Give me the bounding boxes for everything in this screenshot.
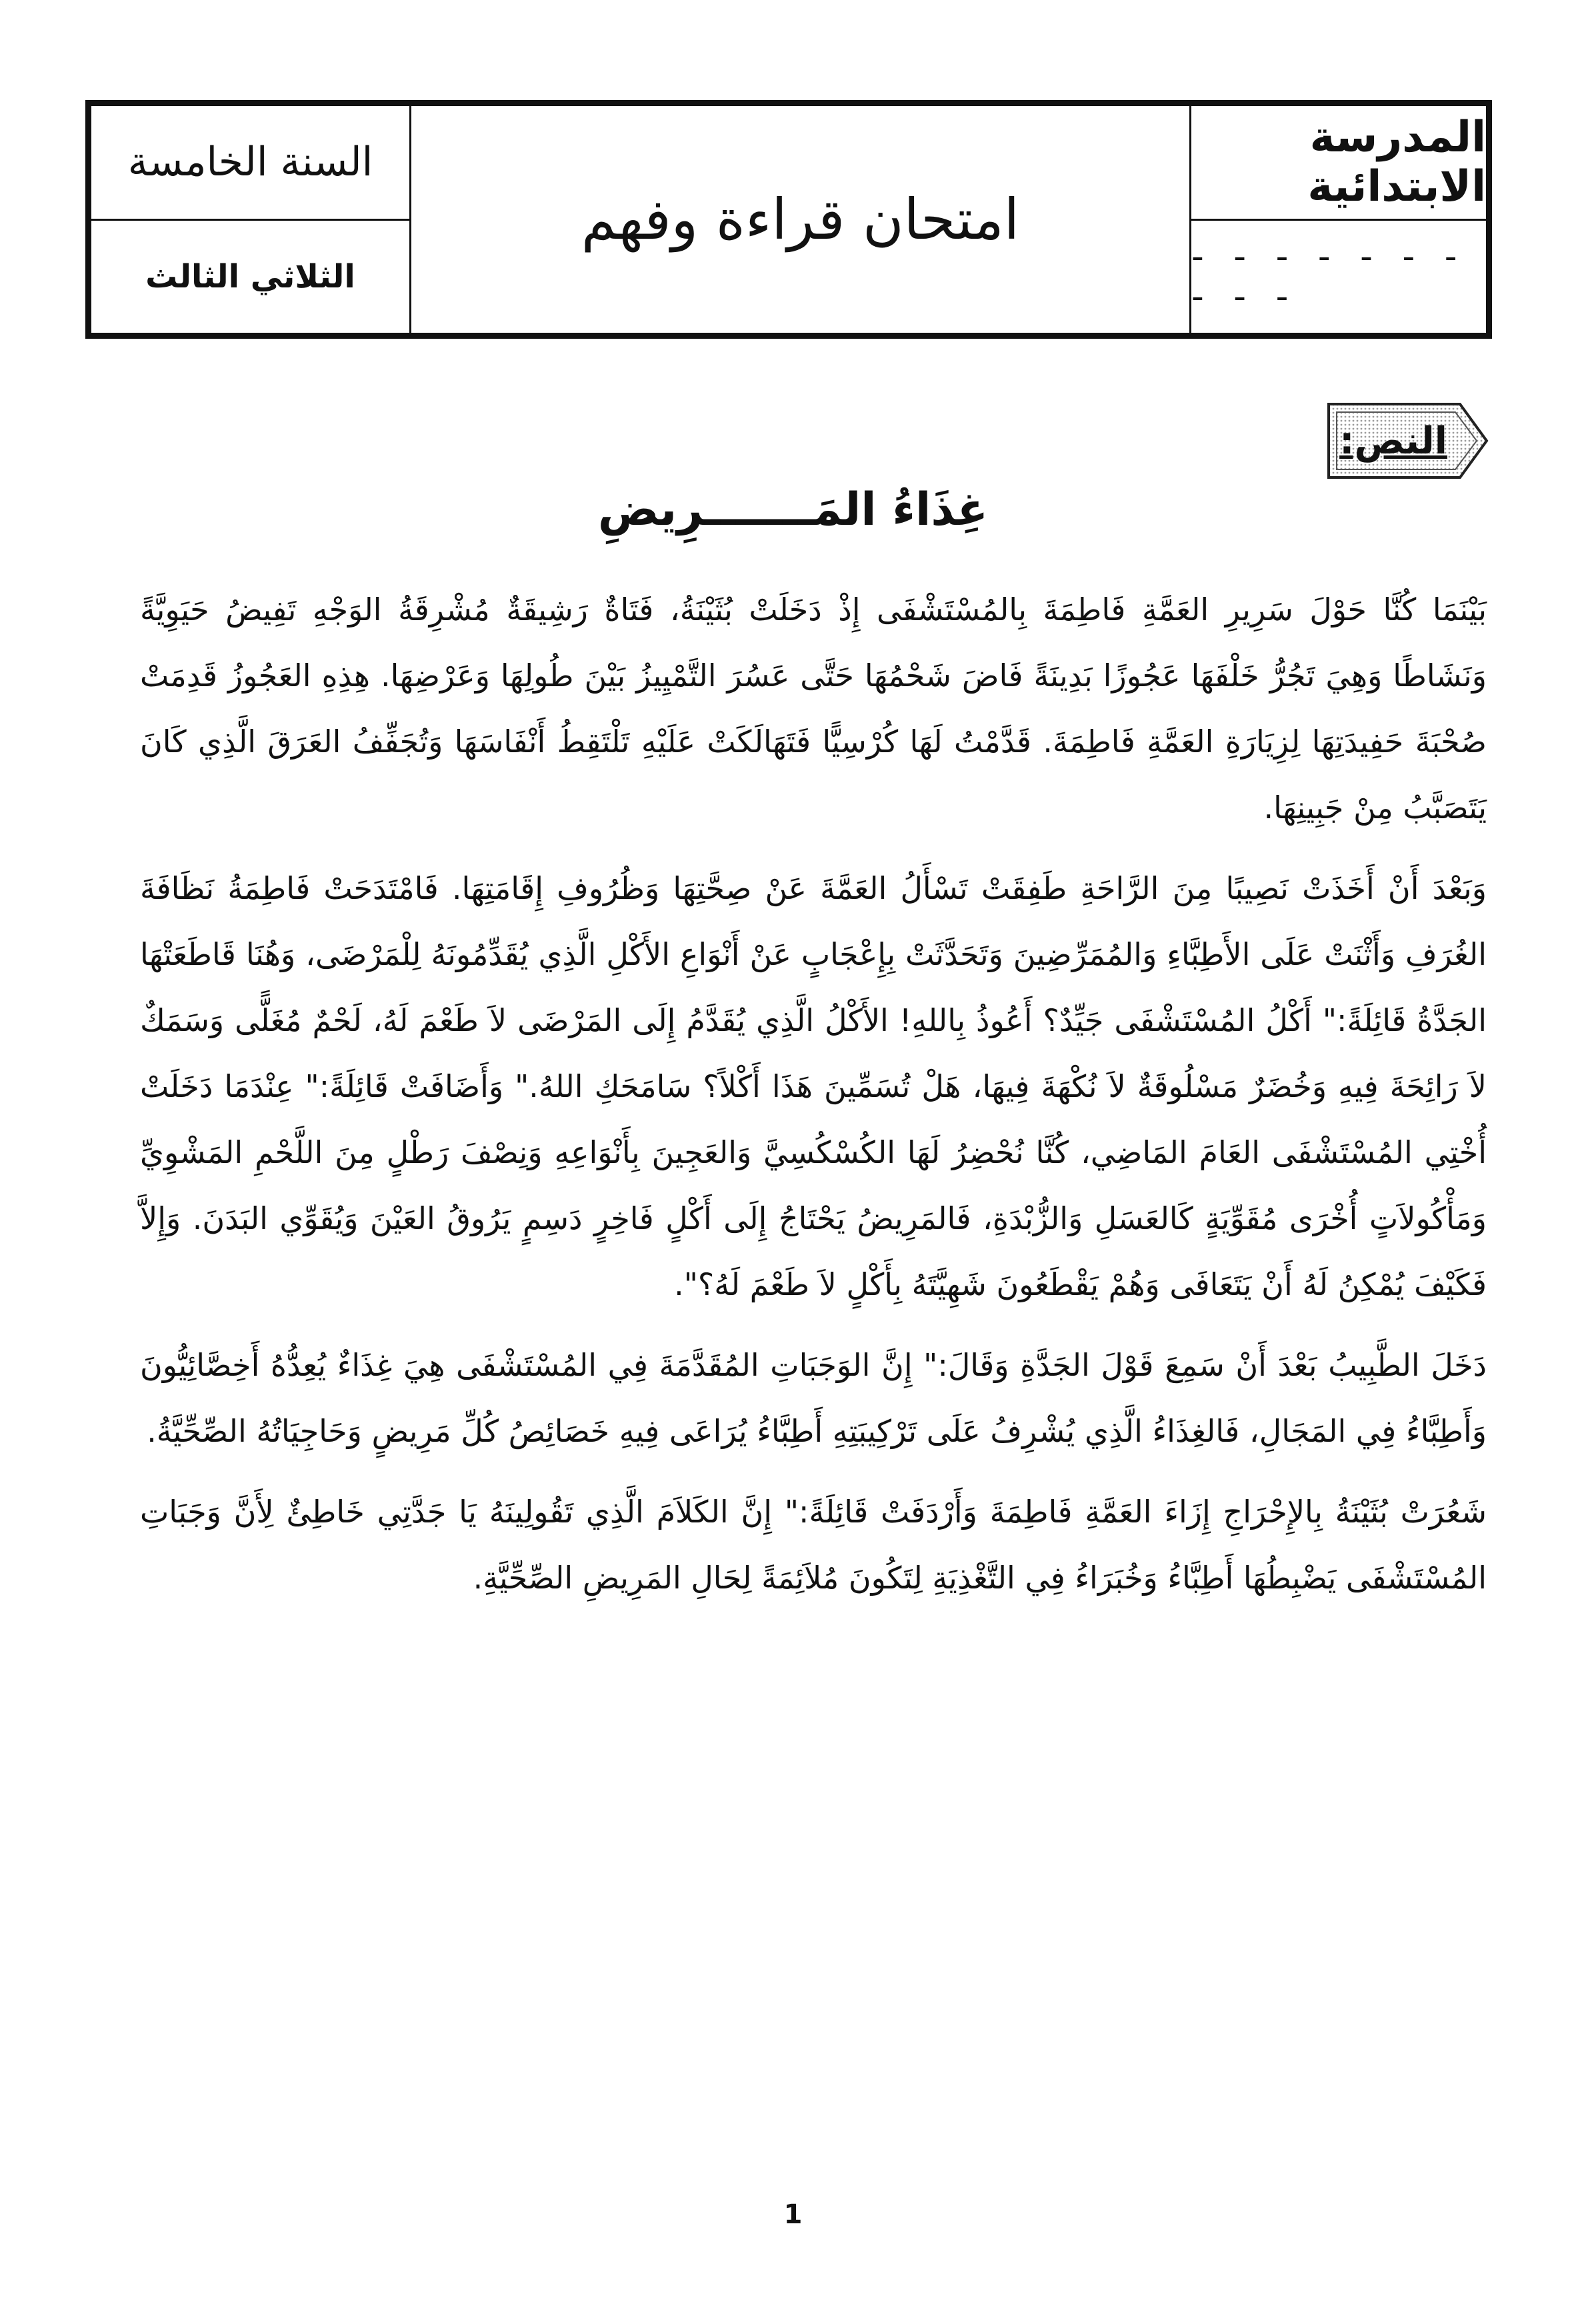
- school-name-cell: [1191, 106, 1486, 221]
- story-title: غِذَاءُ المَـــــــرِيضِ: [597, 483, 989, 536]
- page-number: 1: [783, 2199, 803, 2230]
- year-cell: [91, 106, 409, 221]
- exam-title: امتحان قراءة وفهم: [581, 187, 1020, 252]
- story-paragraph: شَعُرَتْ بُثَيْنَةُ بِالإِحْرَاجِ إِزَاءَ العَمَّةِ فَاطِمَةَ وَأَرْدَفَتْ قَائِلَةً:" إِنَّ الكَلاَمَ الَّذِي تَقُولِينَهُ يَا جَدَّتِي خَاطِئٌ لِأَنَّ وَجَبَاتِ المُسْتَشْفَى يَضْبِطُهَا أَطِبَّاءُ وَخُبَرَاءُ فِي التَّغْذِيَةِ لِتَكُونَ مُلاَئِمَةً لِحَالِ المَرِيضِ الصِّحِّيَّةِ.: [140, 1494, 1487, 1596]
- school-cell: [1189, 106, 1486, 333]
- exam-header: [85, 100, 1492, 339]
- story-text: [140, 577, 1487, 1626]
- year-label: السنة الخامسة: [127, 139, 373, 186]
- story-paragraph: وَبَعْدَ أَنْ أَخَذَتْ نَصِيبًا مِنَ الرَّاحَةِ طَفِقَتْ تَسْأَلُ العَمَّةَ عَنْ صِحَّتِهَا وَظُرُوفِ إِقَامَتِهَا. فَامْتَدَحَتْ فَاطِمَةُ نَظَافَةَ الغُرَفِ وَأَثْنَتْ عَلَى الأَطِبَّاءِ وَالمُمَرِّضِينَ وَتَحَدَّثَتْ بِإِعْجَابٍ عَنْ أَنْوَاعِ الأَكْلِ الَّذِي يُقَدِّمُونَهُ لِلْمَرْضَى، وَهُنَا قَاطَعَتْهَا الجَدَّةُ قَائِلَةً:" أَكْلُ المُسْتَشْفَى جَيِّدٌ؟ أَعُوذُ بِاللهِ! الأَكْلُ الَّذِي يُقَدَّمُ إِلَى المَرْضَى لاَ طَعْمَ لَهُ، لَحْمٌ مُغَلًّى وَسَمَكٌ لاَ رَائِحَةَ فِيهِ وَخُضَرٌ مَسْلُوقَةٌ لاَ نُكْهَةَ فِيهَا، هَلْ تُسَمِّينَ هَذَا أَكْلاً؟ سَامَحَكِ اللهُ." وَأَضَافَتْ قَائِلَةً:" عِنْدَمَا دَخَلَتْ أُخْتِي المُسْتَشْفَى العَامَ المَاضِي، كُنَّا نُحْضِرُ لَهَا الكُسْكُسِيَّ وَالعَجِينَ بِأَنْوَاعِهِ وَنِصْفَ رَطْلٍ مِنَ اللَّحْمِ المَشْوِيِّ وَمَأْكُولاَتٍ أُخْرَى مُقَوِّيَةٍ كَالعَسَلِ وَالزُّبْدَةِ، فَالمَرِيضُ يَحْتَاجُ إِلَى أَكْلٍ فَاخِرٍ دَسِمٍ يَرُوقُ العَيْنَ وَيُقَوِّي البَدَنَ. وَإِلاَّ فَكَيْفَ يُمْكِنُ لَهُ أَنْ يَتَعَافَى وَهُمْ يَقْطَعُونَ شَهِيَّتَهُ بِأَكْلٍ لاَ طَعْمَ لَهُ؟".: [140, 870, 1487, 1302]
- section-badge: [1323, 399, 1490, 483]
- school-name: المدرسة الابتدائية: [1307, 113, 1486, 212]
- term-label: الثلاثي الثالث: [145, 257, 355, 295]
- school-dashes-cell: [1191, 221, 1486, 333]
- section-badge-label: النص:: [1339, 419, 1447, 463]
- story-paragraph: دَخَلَ الطَّبِيبُ بَعْدَ أَنْ سَمِعَ قَوْلَ الجَدَّةِ وَقَالَ:" إِنَّ الوَجَبَاتِ المُقَدَّمَةَ فِي المُسْتَشْفَى هِيَ غِذَاءٌ يُعِدُّهُ أَخِصَّائِيُّونَ وَأَطِبَّاءُ فِي المَجَالِ، فَالغِذَاءُ الَّذِي يُشْرِفُ عَلَى تَرْكِيبَتِهِ أَطِبَّاءُ يُرَاعَى فِيهِ خَصَائِصُ كُلِّ مَرِيضٍ وَحَاجِيَاتُهُ الصِّحِّيَّةُ.: [140, 1347, 1487, 1449]
- story-paragraph: بَيْنَمَا كُنَّا حَوْلَ سَرِيرِ العَمَّةِ فَاطِمَةَ بِالمُسْتَشْفَى إِذْ دَخَلَتْ بُثَيْنَةُ، فَتَاةٌ رَشِيقَةٌ مُشْرِقَةُ الوَجْهِ تَفِيضُ حَيَوِيَّةً وَنَشَاطًا وَهِيَ تَجُرُّ خَلْفَهَا عَجُوزًا بَدِينَةً فَاضَ شَحْمُهَا حَتَّى عَسُرَ التَّمْيِيزُ بَيْنَ طُولِهَا وَعَرْضِهَا. هِذِهِ العَجُوزُ قَدِمَتْ صُحْبَةَ حَفِيدَتِهَا لِزِيَارَةِ العَمَّةِ فَاطِمَةَ. قَدَّمْتُ لَهَا كُرْسِيًّا فَتَهَالَكَتْ عَلَيْهِ تَلْتَقِطُ أَنْفَاسَهَا وَتُجَفِّفُ العَرَقَ الَّذِي كَانَ يَتَصَبَّبُ مِنْ جَبِينِهَا.: [140, 592, 1487, 826]
- school-name-blank: - - - - - - - - - -: [1191, 236, 1467, 317]
- exam-title-cell: [411, 106, 1189, 333]
- grade-cell: [91, 106, 411, 333]
- term-cell: [91, 221, 409, 333]
